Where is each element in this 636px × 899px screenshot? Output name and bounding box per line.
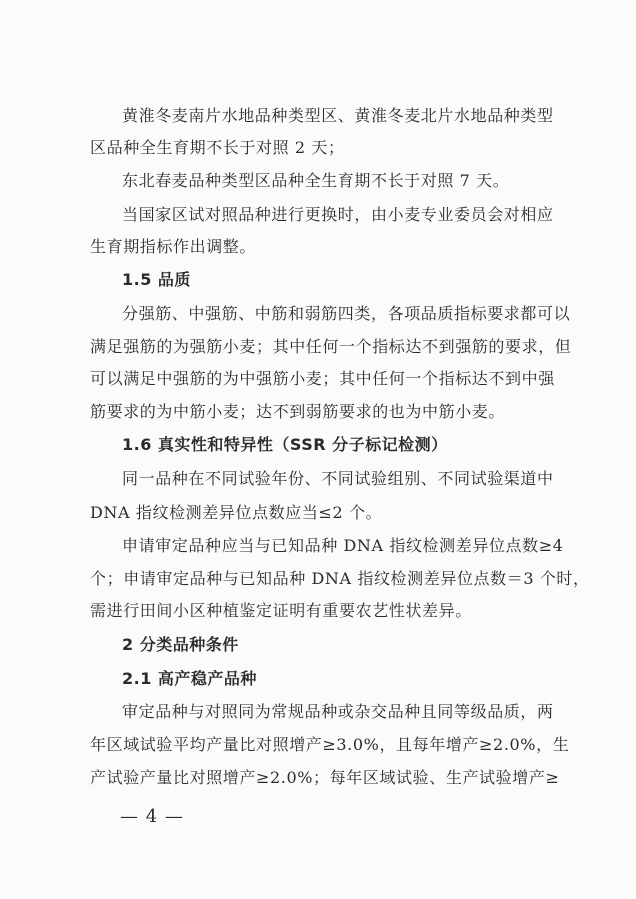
section-heading-1-5: 1.5 品质 xyxy=(122,270,191,289)
paragraph-line: 分强筋、中强筋、中筋和弱筋四类，各项品质指标要求都可以 xyxy=(122,304,571,323)
paragraph-line: 黄淮冬麦南片水地品种类型区、黄淮冬麦北片水地品种类型 xyxy=(122,106,554,125)
paragraph-line: 审定品种与对照同为常规品种或杂交品种且同等级品质，两 xyxy=(122,702,554,721)
paragraph-line: 年区域试验平均产量比对照增产≥3.0%，且每年增产≥2.0%，生 xyxy=(90,735,570,754)
paragraph-line: 同一品种在不同试验年份、不同试验组别、不同试验渠道中 xyxy=(122,469,554,488)
section-heading-2: 2 分类品种条件 xyxy=(122,635,239,654)
paragraph-line: 当国家区试对照品种进行更换时，由小麦专业委员会对相应 xyxy=(122,205,554,224)
page-number: — 4 — xyxy=(120,806,184,827)
paragraph-line: 生育期指标作出调整。 xyxy=(90,237,257,256)
paragraph-line: 可以满足中强筋的为中强筋小麦；其中任何一个指标达不到中强 xyxy=(90,369,555,388)
section-heading-1-6: 1.6 真实性和特异性（SSR 分子标记检测） xyxy=(122,435,448,454)
paragraph-line: 区品种全生育期不长于对照 2 天； xyxy=(90,138,345,157)
paragraph-line: DNA 指纹检测差异位点数应当≤2 个。 xyxy=(90,503,383,522)
paragraph-line: 满足强筋的为强筋小麦；其中任何一个指标达不到强筋的要求，但 xyxy=(90,337,572,356)
paragraph-line: 个；申请审定品种与已知品种 DNA 指纹检测差异位点数＝3 个时， xyxy=(90,569,590,588)
paragraph-line: 申请审定品种应当与已知品种 DNA 指纹检测差异位点数≥4 xyxy=(122,536,564,555)
paragraph-line: 东北春麦品种类型区品种全生育期不长于对照 7 天。 xyxy=(122,171,510,190)
section-heading-2-1: 2.1 高产稳产品种 xyxy=(122,669,257,688)
paragraph-line: 需进行田间小区种植鉴定证明有重要农艺性状差异。 xyxy=(90,601,472,620)
paragraph-line: 产试验产量比对照增产≥2.0%；每年区域试验、生产试验增产≥ xyxy=(90,768,560,787)
paragraph-line: 筋要求的为中筋小麦；达不到弱筋要求的也为中筋小麦。 xyxy=(90,402,506,421)
